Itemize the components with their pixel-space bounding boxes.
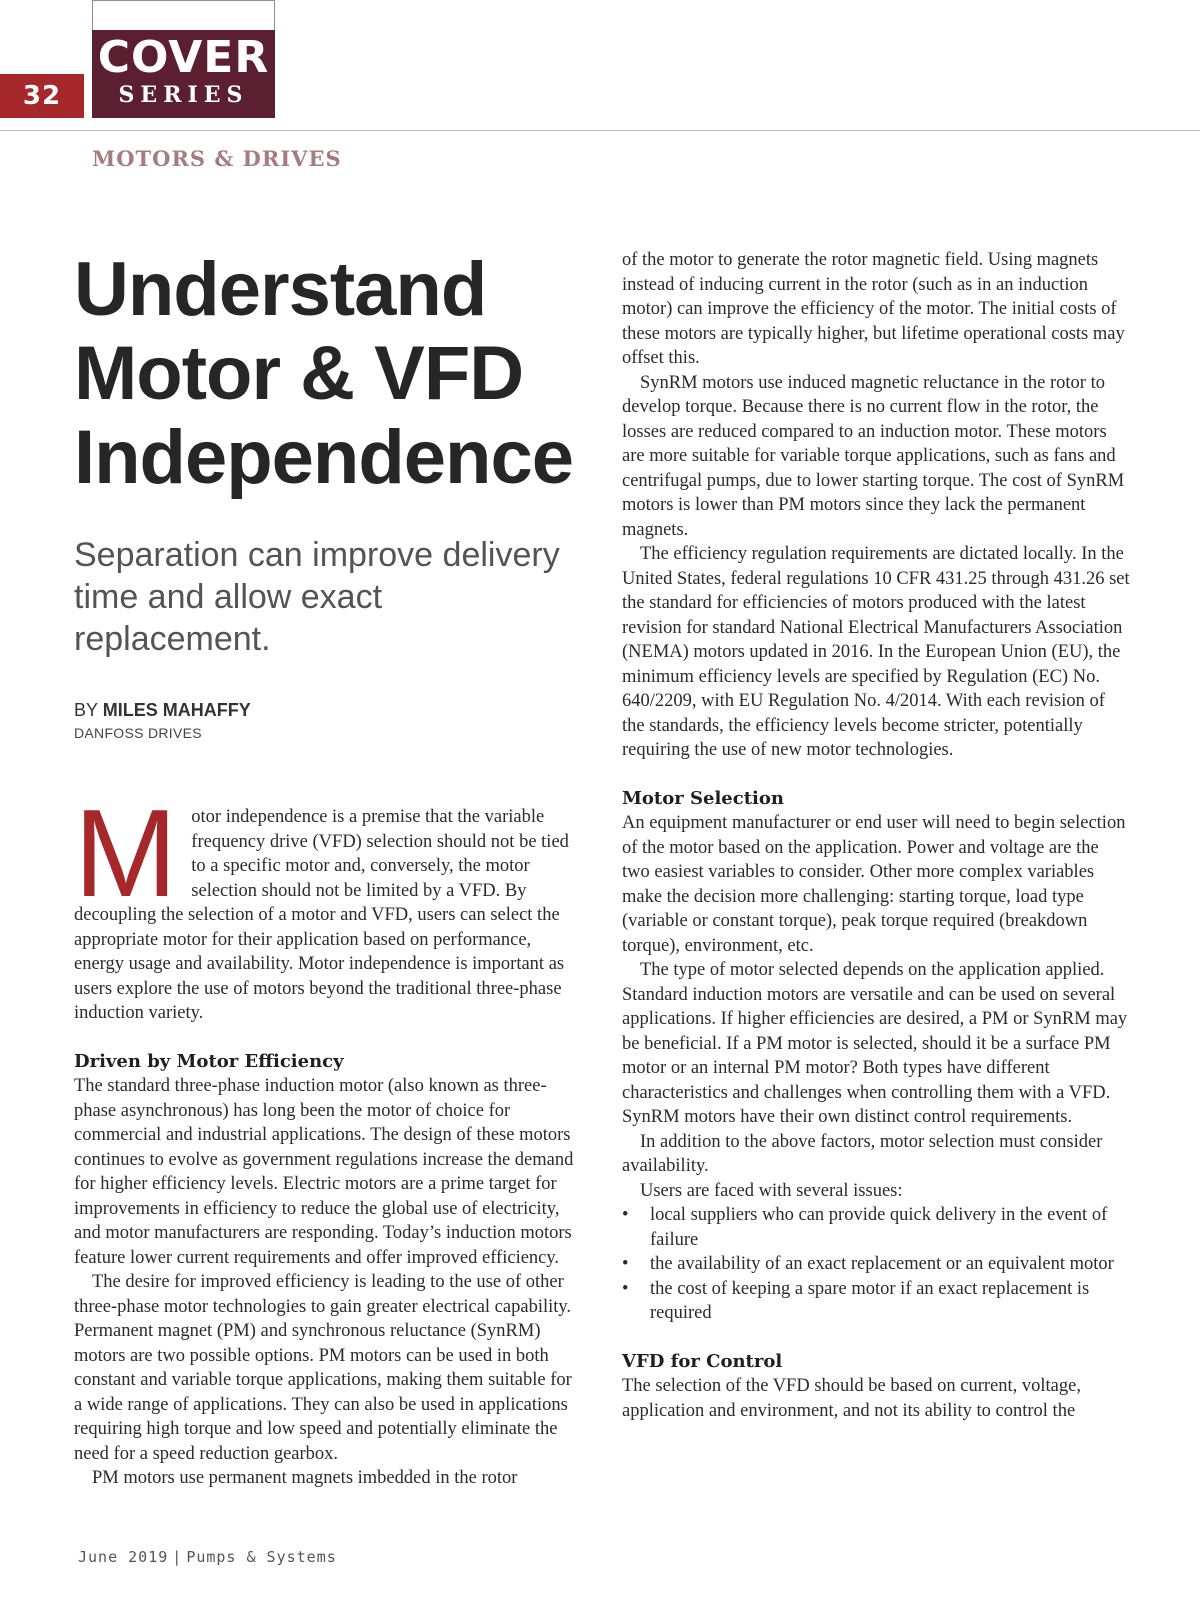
footer-date: June 2019	[78, 1548, 169, 1566]
list-item: • the cost of keeping a spare motor if an exact replacement is required	[622, 1277, 1130, 1326]
intro-text: otor independence is a premise that the variable frequency drive (VFD) selection should not be tied to a specific motor and, conversely, the motor selection should not be limited by a VFD. By decoupling the selection of a motor and VFD, users can select the appropriate motor for their application based on performance, energy usage and availability. Motor independence is important as users explore the use of motors beyond the traditional three-phase induction variety.	[74, 807, 569, 1023]
body-paragraph: An equipment manufacturer or end user will need to begin selection of the motor based on the application. Power and voltage are the two easiest variables to consider. Other more complex variables make the decision more challenging: starting torque, load type (variable or constant torque), peak torque required (breakdown torque), environment, etc.	[622, 813, 1126, 956]
subhead-driven-by-motor-efficiency: Driven by Motor Efficiency	[74, 1050, 344, 1072]
byline	[74, 700, 574, 721]
logo-cover-text: COVER	[97, 32, 270, 83]
section-label: MOTORS & DRIVES	[92, 146, 342, 171]
header-divider	[0, 130, 1200, 131]
body-paragraph: In addition to the above factors, motor selection must consider availability.	[622, 1131, 1103, 1176]
author-affiliation: DANFOSS DRIVES	[74, 725, 202, 741]
page-footer	[78, 1548, 337, 1566]
body-paragraph: PM motors use permanent magnets imbedded in the rotor	[92, 1468, 518, 1488]
subhead-motor-selection: Motor Selection	[622, 787, 784, 809]
footer-publication: Pumps & Systems	[186, 1548, 337, 1566]
body-paragraph: SynRM motors use induced magnetic reluctance in the rotor to develop torque. Because there is no current flow in the rotor, the losses are reduced compared to an induction motor. These motors are more suitable for variable torque applications, such as fans and centrifugal pumps, due to lower starting torque. The cost of SynRM motors is lower than PM motors since they lack the permanent magnets.	[622, 372, 1125, 540]
title-line: Understand	[74, 247, 487, 332]
intro-paragraph	[74, 785, 574, 1026]
left-body	[74, 785, 574, 1491]
drop-cap: M	[74, 785, 178, 923]
article-title	[74, 248, 574, 500]
body-paragraph: Users are faced with several issues:	[640, 1180, 903, 1201]
article-subtitle	[74, 534, 574, 660]
footer-separator: |	[172, 1548, 183, 1566]
page-number: 32	[0, 74, 84, 118]
list-item: • local suppliers who can provide quick delivery in the event of failure	[622, 1203, 1130, 1252]
subtitle-line: Separation can improve delivery	[74, 536, 560, 574]
body-paragraph: The selection of the VFD should be based on current, voltage, application and environment, and not its ability to control the	[622, 1376, 1081, 1421]
body-paragraph: The desire for improved efficiency is leading to the use of other three-phase motor technologies to gain greater electrical capability. Permanent magnet (PM) and synchronous reluctance (SynRM) motors are two possible options. PM motors can be used in both constant and variable torque applications, making them suitable for a wide range of applications. They can also be used in applications requiring high torque and low speed and potentially eliminate the need for a speed reduction gearbox.	[74, 1272, 572, 1464]
left-column	[74, 248, 574, 1491]
issues-list	[622, 1203, 1130, 1326]
body-paragraph: of the motor to generate the rotor magnetic field. Using magnets instead of inducing current in the rotor (such as in an induction motor) can improve the efficiency of the motor. The initial costs of these motors are typically higher, but lifetime operational costs may offset this.	[622, 250, 1125, 368]
cover-series-logo	[92, 30, 275, 118]
body-paragraph: The standard three-phase induction motor (also known as three-phase asynchronous) has long been the motor of choice for commercial and industrial applications. The design of these motors continues to evolve as government regulations increase the demand for higher efficiency levels. Electric motors are a prime target for improvements in efficiency to reduce the global use of electricity, and motor manufacturers are responding. Today’s induction motors feature lower current requirements and offer improved efficiency.	[74, 1076, 574, 1268]
author-name: MILES MAHAFFY	[102, 700, 251, 720]
logo-series-text: SERIES	[118, 82, 249, 108]
right-column	[622, 248, 1130, 1423]
title-line: Independence	[74, 415, 573, 500]
body-paragraph: The efficiency regulation requirements are dictated locally. In the United States, federal regulations 10 CFR 431.25 through 431.26 set the standard for efficiencies of motors produced with the latest revision for standard National Electrical Manufacturers Association (NEMA) motors updated in 2016. In the European Union (EU), the minimum efficiency levels are specified by Regulation (EC) No. 640/2209, with EU Regulation No. 4/2014. With each revision of the standards, the efficiency levels become stricter, potentially requiring the use of new motor technologies.	[622, 544, 1130, 760]
subtitle-line: time and allow exact replacement.	[74, 578, 383, 658]
logo-frame	[92, 0, 275, 30]
title-line: Motor & VFD	[74, 331, 524, 416]
body-paragraph: The type of motor selected depends on the application applied. Standard induction motors are versatile and can be used on several applications. If higher efficiencies are desired, a PM or SynRM may be beneficial. If a PM motor is selected, should it be a surface PM motor or an internal PM motor? Both types have different characteristics and challenges when controlling them with a VFD. SynRM motors have their own distinct control requirements.	[622, 960, 1128, 1127]
list-item: • the availability of an exact replacement or an equivalent motor	[622, 1252, 1130, 1277]
subhead-vfd-for-control: VFD for Control	[622, 1350, 783, 1372]
byline-prefix: BY	[74, 700, 98, 720]
